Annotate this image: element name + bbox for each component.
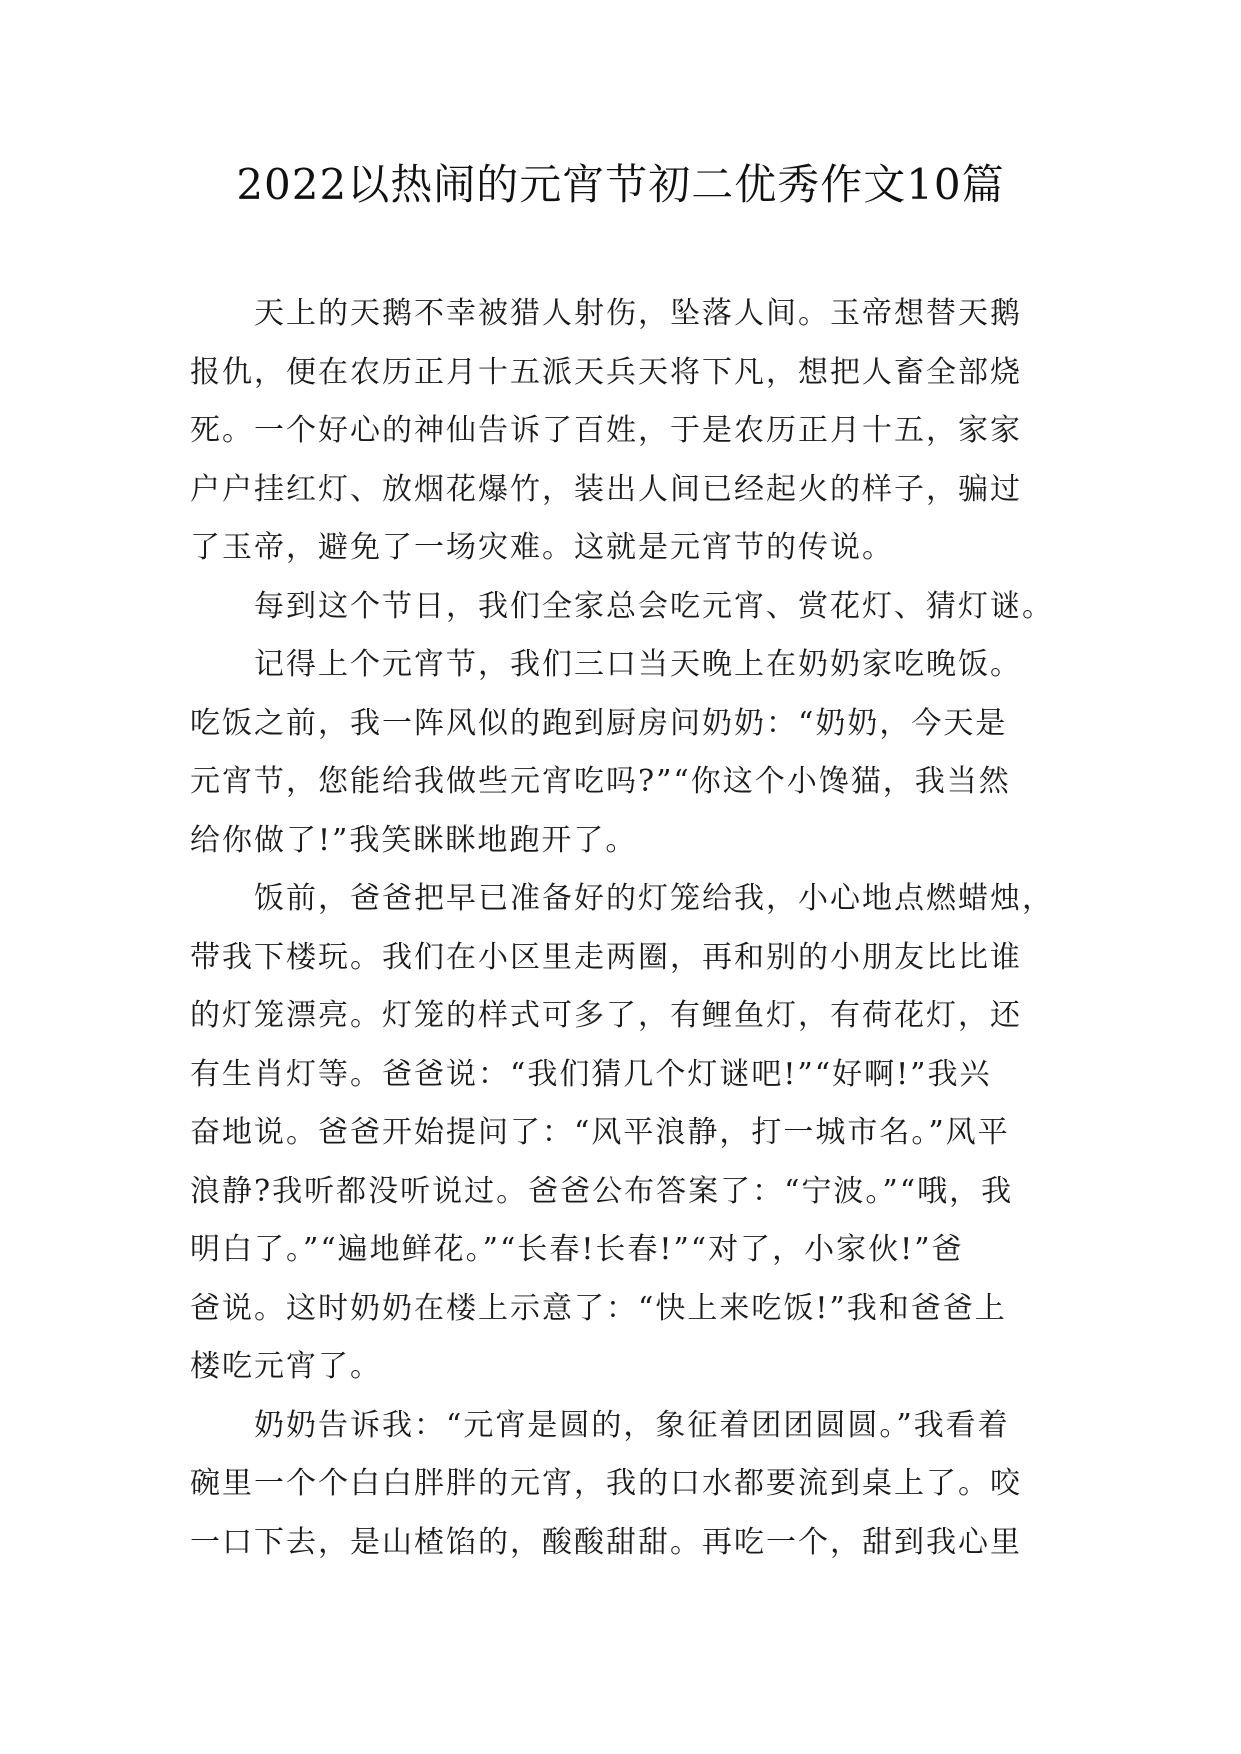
body-text-line: 浪静?我听都没听说过。爸爸公布答案了：“宁波。”“哦，我 — [190, 1173, 1014, 1209]
body-text-line: 户户挂红灯、放烟花爆竹，装出人间已经起火的样子，骗过 — [190, 471, 1022, 507]
body-text-line: 的灯笼漂亮。灯笼的样式可多了，有鲤鱼灯，有荷花灯，还 — [190, 998, 1022, 1033]
document-body — [190, 285, 1054, 1572]
body-text-line: 明白了。”“遍地鲜花。”“长春!长春!”“对了，小家伙!”爸 — [190, 1232, 964, 1267]
body-text-line: 死。一个好心的神仙告诉了百姓，于是农历正月十五，家家 — [190, 413, 1022, 448]
body-text-line: 饭前，爸爸把早已准备好的灯笼给我，小心地点燃蜡烛， — [254, 881, 1054, 916]
body-text-line: 元宵节，您能给我做些元宵吃吗?”“你这个小馋猫，我当然 — [190, 764, 1011, 799]
body-text-line: 一口下去，是山楂馅的，酸酸甜甜。再吃一个，甜到我心里 — [190, 1524, 1022, 1560]
body-text-line: 楼吃元宵了。 — [190, 1349, 382, 1384]
body-text-line: 带我下楼玩。我们在小区里走两圈，再和别的小朋友比比谁 — [190, 939, 1022, 975]
body-text-line: 吃饭之前，我一阵风似的跑到厨房问奶奶：“奶奶，今天是 — [190, 705, 1008, 741]
body-text-line: 给你做了!”我笑眯眯地跑开了。 — [190, 822, 638, 858]
body-text-line: 记得上个元宵节，我们三口当天晚上在奶奶家吃晚饭。 — [254, 647, 1022, 682]
body-text-line: 了玉帝，避免了一场灾难。这就是元宵节的传说。 — [190, 530, 894, 565]
body-text-line: 天上的天鹅不幸被猎人射伤，坠落人间。玉帝想替天鹅 — [254, 296, 1022, 331]
body-text-line: 报仇，便在农历正月十五派天兵天将下凡，想把人畜全部烧 — [190, 354, 1022, 390]
body-text-line: 碗里一个个白白胖胖的元宵，我的口水都要流到桌上了。咬 — [190, 1466, 1022, 1501]
body-text-line: 奶奶告诉我：“元宵是圆的，象征着团团圆圆。”我看着 — [254, 1407, 1010, 1443]
document-title: 2022以热闹的元宵节初二优秀作文10篇 — [236, 160, 1005, 209]
body-text-line: 有生肖灯等。爸爸说：“我们猜几个灯谜吧!”“好啊!”我兴 — [190, 1056, 992, 1092]
body-text-line: 每到这个节日，我们全家总会吃元宵、赏花灯、猜灯谜。 — [254, 588, 1054, 624]
body-text-line: 爸说。这时奶奶在楼上示意了：“快上来吃饭!”我和爸爸上 — [190, 1290, 1007, 1326]
body-text-line: 奋地说。爸爸开始提问了：“风平浪静，打一城市名。”风平 — [190, 1115, 1010, 1150]
